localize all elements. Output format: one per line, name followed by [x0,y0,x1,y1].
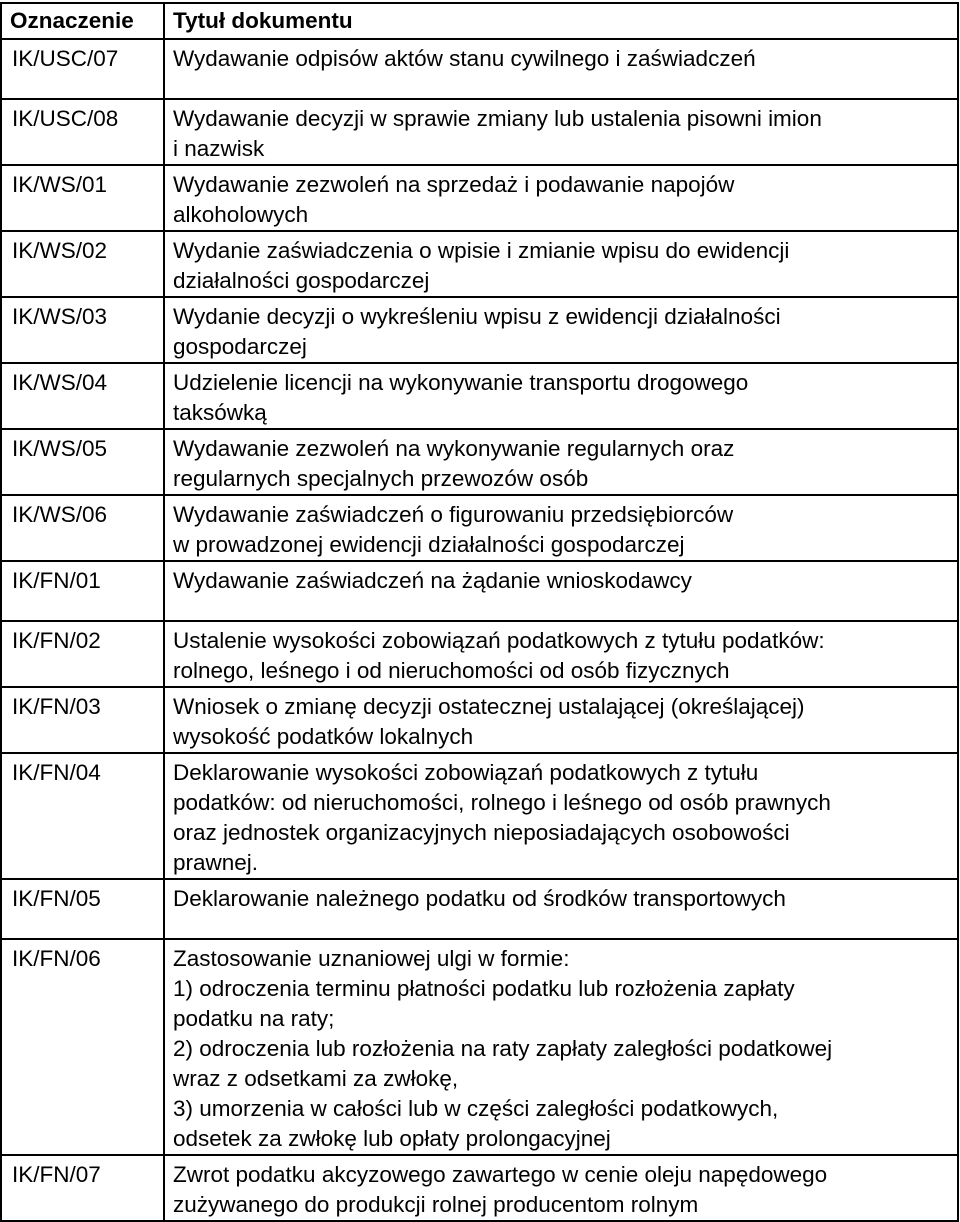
row-code: IK/USC/08 [1,99,164,165]
row-code: IK/WS/01 [1,165,164,231]
row-title [164,39,958,99]
table-row [1,39,958,99]
row-code: IK/WS/03 [1,297,164,363]
title-line: podatków: od nieruchomości, rolnego i leśnego od osób prawnych [173,790,831,815]
table-row [1,1155,958,1221]
row-code: IK/USC/07 [1,39,164,99]
title-line: Udzielenie licencji na wykonywanie transportu drogowego [173,370,749,395]
table-row [1,165,958,231]
table-row [1,879,958,939]
title-line: Zwrot podatku akcyzowego zawartego w cenie oleju napędowego [173,1162,828,1187]
row-code: IK/FN/06 [1,939,164,1155]
title-line: działalności gospodarczej [173,268,430,293]
title-line: Wydawanie zaświadczeń na żądanie wnioskodawcy [173,568,692,593]
row-title [164,297,958,363]
title-line: wysokość podatków lokalnych [173,724,474,749]
row-code: IK/WS/05 [1,429,164,495]
title-line: Wydanie decyzji o wykreśleniu wpisu z ewidencji działalności [173,304,781,329]
title-line: taksówką [173,400,267,425]
row-title [164,939,958,1155]
documents-table [0,2,959,1222]
title-line: Wydawanie zaświadczeń o figurowaniu przedsiębiorców [173,502,734,527]
row-title [164,165,958,231]
row-code: IK/WS/06 [1,495,164,561]
title-line: 2) odroczenia lub rozłożenia na raty zapłaty zaległości podatkowej [173,1036,833,1061]
row-title [164,99,958,165]
title-line: Wydawanie zezwoleń na wykonywanie regularnych oraz [173,436,735,461]
row-code: IK/FN/02 [1,621,164,687]
title-line: i nazwisk [173,136,265,161]
row-code: IK/FN/05 [1,879,164,939]
row-title [164,561,958,621]
table-row [1,561,958,621]
row-title [164,621,958,687]
title-line: podatku na raty; [173,1006,335,1031]
title-line: Wydawanie decyzji w sprawie zmiany lub ustalenia pisowni imion [173,106,822,131]
title-line: oraz jednostek organizacyjnych nieposiadających osobowości [173,820,790,845]
row-code: IK/FN/07 [1,1155,164,1221]
row-title [164,753,958,879]
title-line: w prowadzonej ewidencji działalności gospodarczej [173,532,685,557]
title-line: Wniosek o zmianę decyzji ostatecznej ustalającej (określającej) [173,694,805,719]
row-title [164,231,958,297]
title-line: Deklarowanie należnego podatku od środków transportowych [173,886,786,911]
title-line: Zastosowanie uznaniowej ulgi w formie: [173,946,570,971]
title-line: rolnego, leśnego i od nieruchomości od osób fizycznych [173,658,730,683]
table-row [1,621,958,687]
header-code: Oznaczenie [1,3,164,39]
title-line: prawnej. [173,850,259,875]
table-row [1,99,958,165]
row-title [164,879,958,939]
table-row [1,687,958,753]
table-row [1,231,958,297]
table-row [1,753,958,879]
table-header-row [1,3,958,39]
title-line: zużywanego do produkcji rolnej producentom rolnym [173,1192,699,1217]
row-title [164,363,958,429]
table-row [1,363,958,429]
title-line: Wydanie zaświadczenia o wpisie i zmianie wpisu do ewidencji [173,238,790,263]
title-line: odsetek za zwłokę lub opłaty prolongacyjnej [173,1126,611,1151]
table-row [1,429,958,495]
row-code: IK/FN/03 [1,687,164,753]
title-line: Deklarowanie wysokości zobowiązań podatkowych z tytułu [173,760,759,785]
row-title [164,1155,958,1221]
row-code: IK/WS/04 [1,363,164,429]
row-title [164,495,958,561]
table-row [1,939,958,1155]
title-line: alkoholowych [173,202,309,227]
title-line: Ustalenie wysokości zobowiązań podatkowych z tytułu podatków: [173,628,825,653]
row-title [164,429,958,495]
title-line: wraz z odsetkami za zwłokę, [173,1066,459,1091]
row-title [164,687,958,753]
table-row [1,297,958,363]
table-row [1,495,958,561]
title-line: gospodarczej [173,334,307,359]
title-line: regularnych specjalnych przewozów osób [173,466,589,491]
title-line: Wydawanie odpisów aktów stanu cywilnego i zaświadczeń [173,46,756,71]
row-code: IK/FN/04 [1,753,164,879]
row-code: IK/WS/02 [1,231,164,297]
row-code: IK/FN/01 [1,561,164,621]
title-line: Wydawanie zezwoleń na sprzedaż i podawanie napojów [173,172,735,197]
title-line: 3) umorzenia w całości lub w części zaległości podatkowych, [173,1096,779,1121]
header-title: Tytuł dokumentu [164,3,958,39]
title-line: 1) odroczenia terminu płatności podatku lub rozłożenia zapłaty [173,976,795,1001]
